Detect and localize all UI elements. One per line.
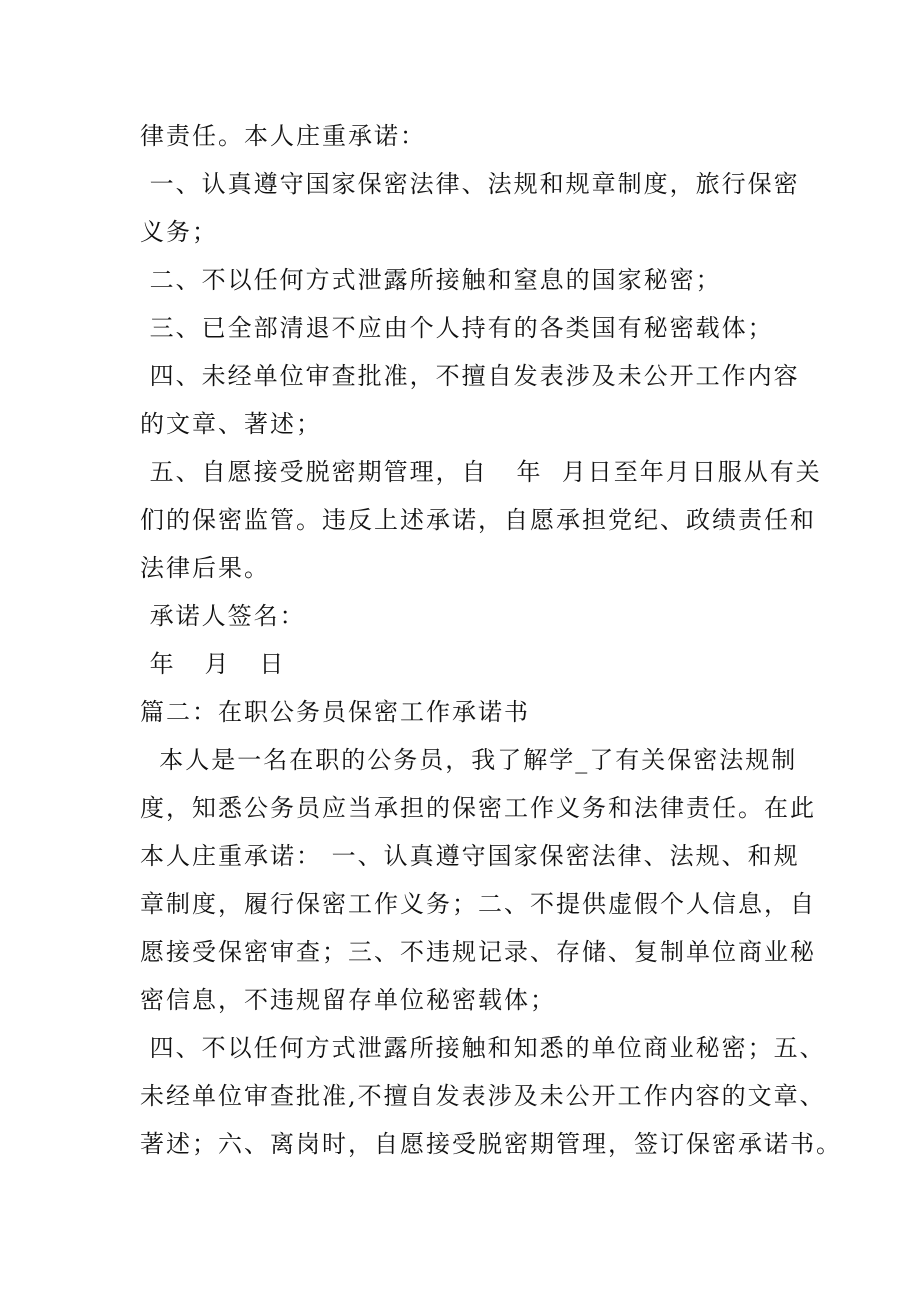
text-line: 一、认真遵守国家保密法律、法规和规章制度，旅行保密	[140, 170, 800, 198]
text-line: 四、未经单位审查批准，不擅自发表涉及未公开工作内容	[140, 362, 800, 390]
text-line: 密信息，不违规留存单位秘密载体；	[140, 986, 556, 1014]
text-line: 未经单位审查批准,不擅自发表涉及未公开工作内容的文章、	[140, 1082, 826, 1110]
text-line: 们的保密监管。违反上述承诺，自愿承担党纪、政绩责任和	[140, 506, 816, 534]
text-line: 法律后果。	[140, 554, 270, 582]
section-heading: 篇二：在职公务员保密工作承诺书	[140, 698, 530, 726]
text-line: 四、不以任何方式泄露所接触和知悉的单位商业秘密；五、	[140, 1034, 826, 1062]
text-line: 本人是一名在职的公务员，我了解学_了有关保密法规制	[140, 746, 798, 774]
text-line: 义务；	[140, 218, 218, 246]
text-line: 度，知悉公务员应当承担的保密工作义务和法律责任。在此	[140, 794, 816, 822]
text-line: 二、不以任何方式泄露所接触和窒息的国家秘密；	[140, 266, 722, 294]
text-line: 著述；六、离岗时，自愿接受脱密期管理，签订保密承诺书。	[140, 1130, 842, 1158]
text-line: 本人庄重承诺： 一、认真遵守国家保密法律、法规、和规	[140, 842, 800, 870]
date-line: 年 月 日	[140, 650, 286, 678]
text-line: 的文章、著述；	[140, 410, 322, 438]
signature-label: 承诺人签名：	[140, 602, 306, 630]
text-line: 五、自愿接受脱密期管理，自 年 月日至年月日服从有关	[140, 458, 822, 486]
text-line: 律责任。本人庄重承诺：	[140, 122, 426, 150]
text-line: 三、已全部清退不应由个人持有的各类国有秘密载体；	[140, 314, 774, 342]
text-line: 章制度，履行保密工作义务；二、不提供虚假个人信息，自	[140, 890, 816, 918]
text-line: 愿接受保密审查；三、不违规记录、存储、复制单位商业秘	[140, 938, 816, 966]
